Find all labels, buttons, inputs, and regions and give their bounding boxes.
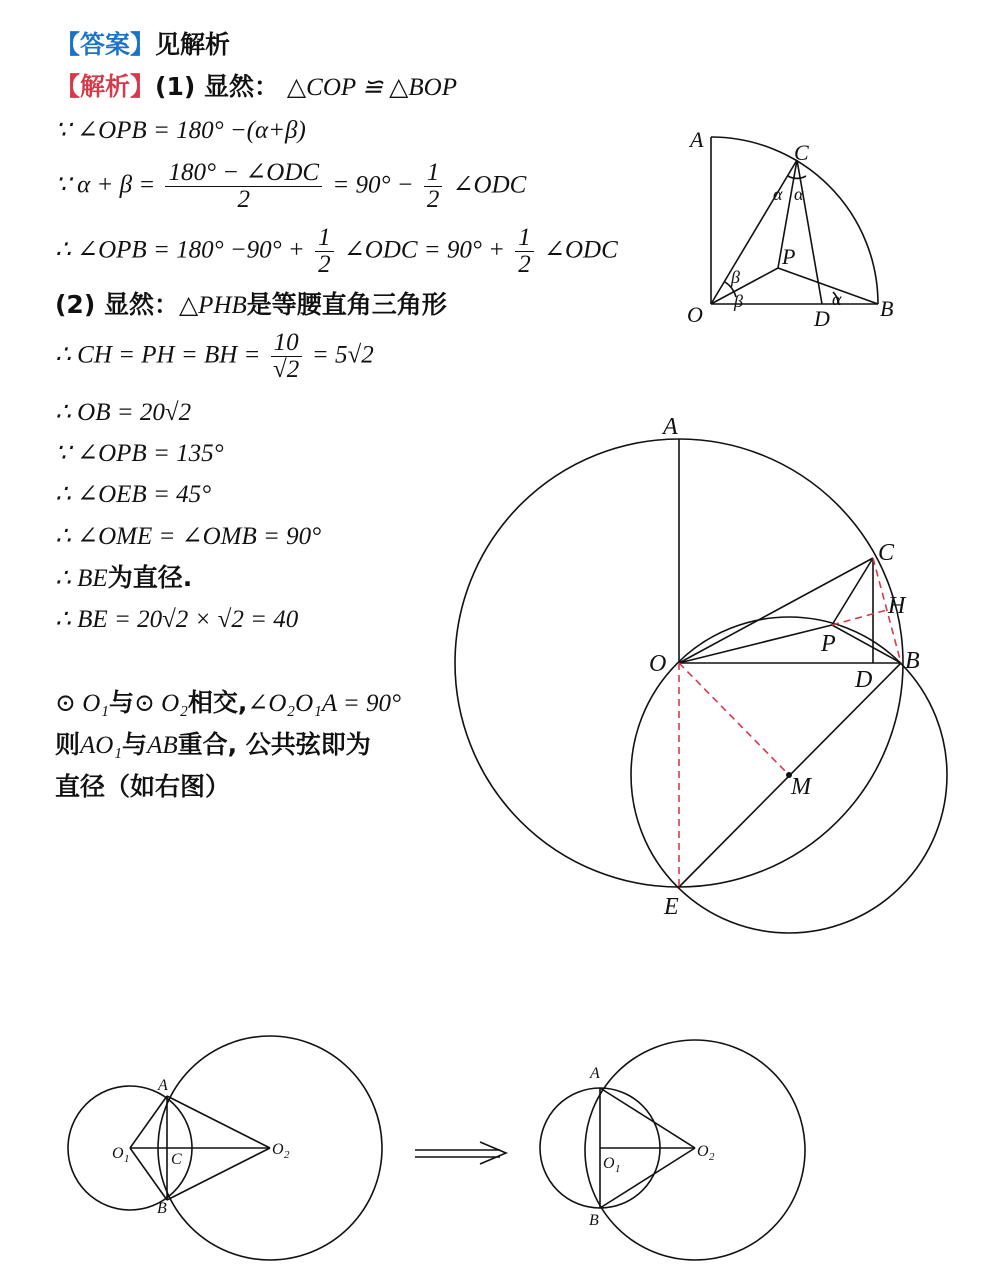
fig1-label-beta2: β [734, 291, 743, 311]
p2-line2: ∴ OB = 20√2 [55, 399, 192, 426]
note-l1-d: 相交, [187, 688, 248, 717]
fig1-label-B: B [880, 296, 894, 321]
note-l2-a: 则 [55, 730, 81, 759]
fraction-denominator: 2 [518, 251, 531, 279]
fig3-segment-O2B [167, 1148, 270, 1200]
fig1-label-alpha1: α [773, 184, 783, 204]
note-l2-b: AO₁ [80, 732, 123, 759]
fraction-numerator: 10 [271, 330, 302, 357]
note-l1-e: ∠O₂O₁A = 90° [247, 690, 402, 717]
fig1-label-C: C [794, 140, 809, 165]
fraction-numerator: 1 [424, 160, 443, 187]
note-line3: 直径（如右图） [55, 772, 231, 801]
p1-l3-end: ∠ODC [544, 236, 618, 264]
fig4-label-O1: O [603, 1155, 615, 1172]
fig1-label-P: P [782, 244, 796, 269]
fraction-denominator: 2 [426, 186, 440, 214]
p2-l1-end: = 5√2 [311, 341, 374, 369]
fig3-label-O2-sub: 2 [284, 1149, 290, 1161]
analysis-intro: (1) 显然： [155, 72, 279, 101]
fraction-numerator: 1 [515, 225, 534, 252]
p2-line4: ∴ ∠OEB = 45° [55, 481, 212, 508]
fig3-label-O1-sub: 1 [124, 1153, 130, 1165]
fig1-label-alpha2: α [794, 184, 804, 204]
fig4-label-O2: O [697, 1143, 709, 1160]
p2-l6-math: ∴ BE [55, 565, 108, 592]
p1-l3-left: ∴ ∠OPB = 180° −90° + [55, 236, 305, 264]
fig4-label-B: B [589, 1212, 599, 1229]
fig4-label-O2-sub: 2 [709, 1151, 715, 1163]
arrow-head [480, 1142, 506, 1164]
p2-line7: ∴ BE = 20√2 × √2 = 40 [55, 606, 299, 633]
p2-intro-label: (2) 显然： [55, 290, 179, 319]
fraction-denominator: 2 [318, 251, 331, 279]
p2-line5: ∴ ∠OME = ∠OMB = 90° [55, 523, 322, 550]
note-l1-b: 与 [108, 688, 134, 717]
analysis-tag: 【解析】 [55, 72, 156, 101]
answer-tag: 【答案】 [55, 30, 156, 59]
fig2-label-C: C [878, 540, 895, 566]
fig2-label-E: E [664, 894, 679, 920]
note-l2-c: 与 [122, 730, 148, 759]
p2-l6-cn: 为直径. [107, 563, 193, 592]
fig1-label-beta1: β [731, 267, 740, 287]
fig2-label-A: A [663, 414, 678, 440]
note-l1-c: ⊙ O₂ [133, 690, 188, 717]
fig4-label-A: A [590, 1065, 600, 1082]
fig4-label-O1-sub: 1 [615, 1163, 621, 1175]
fig4-segment-O2A [600, 1088, 695, 1148]
note-l2-d: AB [147, 732, 178, 759]
p1-l2-mid: = 90° − [332, 171, 414, 199]
fig3-label-A: A [158, 1077, 168, 1094]
fraction-numerator: 1 [315, 225, 334, 252]
fig2-label-B: B [905, 648, 920, 674]
p1-l3-mid: ∠ODC = 90° + [343, 236, 506, 264]
fig2-label-D: D [855, 667, 873, 693]
p2-line3: ∵ ∠OPB = 135° [55, 440, 224, 467]
fig4-circle-O2 [585, 1040, 805, 1260]
fig2-label-M: M [791, 774, 811, 800]
answer-text: 见解析 [155, 30, 231, 59]
fig1-label-D: D [814, 306, 830, 331]
fig1-label-O: O [687, 302, 703, 327]
fig1-label-A: A [690, 127, 704, 152]
fig3-label-B: B [157, 1200, 167, 1217]
p1-l2-left: ∵ α + β = [55, 171, 156, 199]
fig3-segment-O2A [167, 1096, 270, 1148]
note-l1-a: ⊙ O₁ [55, 690, 109, 717]
fraction-denominator: √2 [273, 356, 300, 384]
fig3-label-O1: O [112, 1145, 124, 1162]
p1-l2-end: ∠ODC [452, 171, 527, 199]
fraction-denominator: 2 [237, 186, 251, 214]
fig3-label-O2: O [272, 1141, 284, 1158]
fig2-label-H: H [888, 593, 906, 619]
fig2-label-P: P [821, 631, 836, 657]
congruence-statement: △COP ≌ △BOP [286, 74, 457, 101]
note-l2-e: 重合, 公共弦即为 [177, 730, 371, 759]
p1-line1: ∵ ∠OPB = 180° −(α+β) [55, 117, 306, 144]
p2-intro-cn: 是等腰直角三角形 [246, 290, 447, 319]
fig2-label-O: O [649, 651, 667, 677]
p2-l1-left: ∴ CH = PH = BH = [55, 341, 261, 369]
fraction-numerator: 180° − ∠ODC [165, 160, 322, 187]
p2-intro-math: △PHB [178, 292, 247, 319]
fig1-label-alpha3: α [832, 289, 842, 309]
fig3-label-C: C [171, 1151, 182, 1168]
